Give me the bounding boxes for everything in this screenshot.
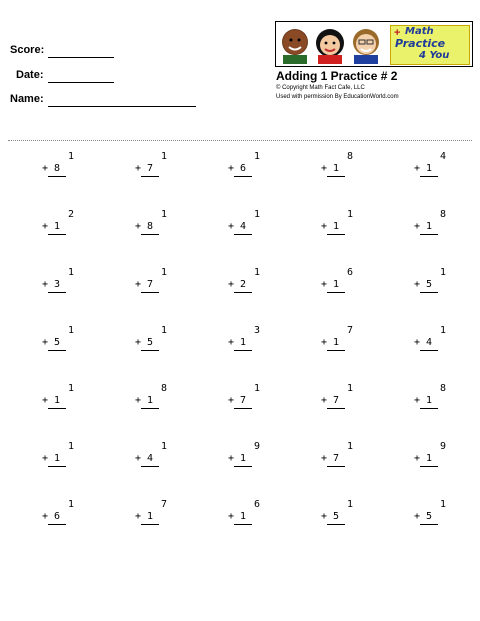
addition-problem [38, 383, 78, 409]
problem-bottom-number: + 1 [42, 453, 61, 464]
addition-problem [131, 325, 171, 351]
problem-top-number: 7 [160, 499, 167, 510]
problem-top-number: 1 [439, 499, 446, 510]
score-line[interactable] [48, 57, 114, 58]
date-line[interactable] [48, 82, 114, 83]
problem-bottom-number: + 1 [321, 221, 340, 232]
name-label: Name: [10, 93, 44, 105]
problem-bottom-number: + 4 [228, 221, 247, 232]
addition-problem [410, 383, 450, 409]
copyright-text: © Copyright Math Fact Cafe, LLC [276, 85, 365, 91]
answer-line[interactable] [234, 466, 252, 467]
addition-problem [131, 499, 171, 525]
addition-problem [224, 441, 264, 467]
divider-line [8, 140, 472, 141]
answer-line[interactable] [420, 176, 438, 177]
problem-bottom-number: + 5 [321, 511, 340, 522]
problem-bottom-number: + 3 [42, 279, 61, 290]
problem-bottom-number: + 5 [42, 337, 61, 348]
answer-line[interactable] [327, 292, 345, 293]
problem-bottom-number: + 1 [42, 395, 61, 406]
problem-top-number: 4 [439, 151, 446, 162]
problem-top-number: 1 [67, 325, 74, 336]
addition-problem [224, 151, 264, 177]
problem-top-number: 6 [346, 267, 353, 278]
answer-line[interactable] [48, 234, 66, 235]
problem-bottom-number: + 1 [321, 163, 340, 174]
answer-line[interactable] [48, 408, 66, 409]
answer-line[interactable] [420, 234, 438, 235]
answer-line[interactable] [48, 292, 66, 293]
problem-top-number: 1 [160, 441, 167, 452]
problem-top-number: 3 [253, 325, 260, 336]
problem-top-number: 1 [160, 325, 167, 336]
addition-problem [410, 499, 450, 525]
answer-line[interactable] [327, 350, 345, 351]
problem-top-number: 1 [439, 325, 446, 336]
problem-bottom-number: + 8 [135, 221, 154, 232]
problem-bottom-number: + 7 [321, 395, 340, 406]
addition-problem [410, 151, 450, 177]
addition-problem [131, 383, 171, 409]
problem-top-number: 1 [67, 151, 74, 162]
addition-problem [317, 267, 357, 293]
problem-bottom-number: + 5 [135, 337, 154, 348]
problem-top-number: 1 [346, 209, 353, 220]
addition-problem [317, 499, 357, 525]
problem-bottom-number: + 1 [135, 511, 154, 522]
name-field [10, 93, 44, 105]
problem-bottom-number: + 1 [228, 511, 247, 522]
score-label: Score: [10, 44, 45, 56]
addition-problem [38, 151, 78, 177]
problem-top-number: 1 [346, 499, 353, 510]
addition-problem [131, 441, 171, 467]
addition-problem [317, 383, 357, 409]
problem-bottom-number: + 1 [228, 337, 247, 348]
answer-line[interactable] [234, 408, 252, 409]
problem-bottom-number: + 6 [228, 163, 247, 174]
problem-bottom-number: + 1 [228, 453, 247, 464]
problem-top-number: 7 [346, 325, 353, 336]
answer-line[interactable] [234, 350, 252, 351]
problem-top-number: 1 [67, 383, 74, 394]
problem-bottom-number: + 7 [228, 395, 247, 406]
answer-line[interactable] [327, 176, 345, 177]
problem-bottom-number: + 4 [414, 337, 433, 348]
addition-problem [131, 209, 171, 235]
problem-bottom-number: + 7 [135, 163, 154, 174]
answer-line[interactable] [234, 524, 252, 525]
answer-line[interactable] [420, 524, 438, 525]
answer-line[interactable] [141, 350, 159, 351]
problem-bottom-number: + 1 [42, 221, 61, 232]
date-label: Date: [16, 69, 44, 81]
answer-line[interactable] [327, 408, 345, 409]
answer-line[interactable] [48, 176, 66, 177]
answer-line[interactable] [234, 176, 252, 177]
problem-top-number: 9 [439, 441, 446, 452]
answer-line[interactable] [141, 466, 159, 467]
addition-problem [224, 499, 264, 525]
problem-top-number: 1 [67, 267, 74, 278]
problem-top-number: 8 [439, 383, 446, 394]
problem-top-number: 1 [67, 499, 74, 510]
addition-problem [317, 209, 357, 235]
problem-top-number: 9 [253, 441, 260, 452]
addition-problem [38, 209, 78, 235]
problem-top-number: 1 [253, 151, 260, 162]
answer-line[interactable] [141, 408, 159, 409]
addition-problem [38, 325, 78, 351]
problem-bottom-number: + 1 [414, 163, 433, 174]
addition-problem [317, 325, 357, 351]
problem-bottom-number: + 1 [414, 453, 433, 464]
problem-bottom-number: + 2 [228, 279, 247, 290]
banner-image [275, 21, 473, 67]
answer-line[interactable] [327, 466, 345, 467]
logo-plus: + [394, 27, 401, 39]
problem-top-number: 6 [253, 499, 260, 510]
answer-line[interactable] [420, 292, 438, 293]
answer-line[interactable] [327, 234, 345, 235]
problem-top-number: 1 [67, 441, 74, 452]
addition-problem [224, 325, 264, 351]
problem-top-number: 1 [160, 267, 167, 278]
problem-top-number: 1 [160, 151, 167, 162]
answer-line[interactable] [420, 466, 438, 467]
problem-bottom-number: + 1 [414, 221, 433, 232]
addition-problem [410, 441, 450, 467]
problem-bottom-number: + 7 [135, 279, 154, 290]
addition-problem [317, 441, 357, 467]
logo-text-math: Math [405, 26, 434, 37]
problem-bottom-number: + 8 [42, 163, 61, 174]
answer-line[interactable] [420, 350, 438, 351]
problem-bottom-number: + 1 [321, 337, 340, 348]
addition-problem [317, 151, 357, 177]
addition-problem [131, 151, 171, 177]
addition-problem [38, 499, 78, 525]
addition-problem [410, 267, 450, 293]
answer-line[interactable] [327, 524, 345, 525]
answer-line[interactable] [141, 292, 159, 293]
addition-problem [224, 383, 264, 409]
answer-line[interactable] [234, 234, 252, 235]
name-line[interactable] [48, 106, 196, 107]
permission-text: Used with permission By EducationWorld.com [276, 94, 399, 100]
problem-top-number: 8 [439, 209, 446, 220]
addition-problem [38, 441, 78, 467]
answer-line[interactable] [420, 408, 438, 409]
problem-bottom-number: + 6 [42, 511, 61, 522]
answer-line[interactable] [48, 350, 66, 351]
problem-bottom-number: + 1 [321, 279, 340, 290]
addition-problem [410, 209, 450, 235]
answer-line[interactable] [48, 524, 66, 525]
problem-bottom-number: + 5 [414, 279, 433, 290]
problem-bottom-number: + 1 [135, 395, 154, 406]
problem-top-number: 1 [346, 383, 353, 394]
problem-top-number: 1 [439, 267, 446, 278]
addition-problem [410, 325, 450, 351]
addition-problem [224, 267, 264, 293]
answer-line[interactable] [234, 292, 252, 293]
answer-line[interactable] [141, 176, 159, 177]
problem-top-number: 8 [160, 383, 167, 394]
problem-top-number: 1 [346, 441, 353, 452]
problem-top-number: 2 [67, 209, 74, 220]
problem-top-number: 1 [160, 209, 167, 220]
answer-line[interactable] [141, 234, 159, 235]
answer-line[interactable] [141, 524, 159, 525]
answer-line[interactable] [48, 466, 66, 467]
score-field [10, 44, 44, 56]
logo-text-practice: Practice [395, 37, 446, 50]
addition-problem [38, 267, 78, 293]
kids-illustration [278, 24, 388, 64]
addition-problem [131, 267, 171, 293]
addition-problem [224, 209, 264, 235]
problem-top-number: 8 [346, 151, 353, 162]
problem-bottom-number: + 5 [414, 511, 433, 522]
problem-top-number: 1 [253, 209, 260, 220]
problem-bottom-number: + 4 [135, 453, 154, 464]
math-practice-logo [390, 25, 470, 65]
date-field [16, 69, 44, 81]
problem-bottom-number: + 1 [414, 395, 433, 406]
logo-text-4you: 4 You [419, 50, 450, 61]
problem-top-number: 1 [253, 383, 260, 394]
worksheet-title: Adding 1 Practice # 2 [276, 69, 398, 83]
problem-bottom-number: + 7 [321, 453, 340, 464]
problem-top-number: 1 [253, 267, 260, 278]
